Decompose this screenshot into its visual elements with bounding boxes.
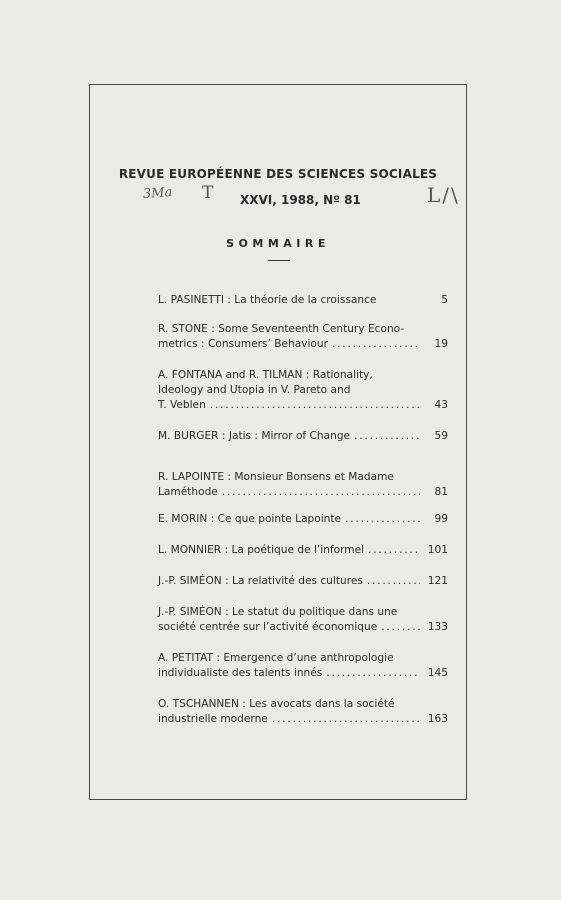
toc-entry-text: O. TSCHANNEN : Les avocats dans la société bbox=[158, 698, 395, 710]
toc-page-number: 145 bbox=[427, 667, 448, 679]
toc-entry-line bbox=[158, 651, 420, 666]
toc-page-number: 59 bbox=[434, 430, 448, 442]
toc-page-number: 99 bbox=[434, 513, 448, 525]
toc-entry-line bbox=[158, 337, 420, 352]
handwritten-note: T bbox=[202, 183, 214, 203]
toc-entry-text: A. FONTANA and R. TILMAN : Rationality, bbox=[158, 369, 373, 381]
toc-entry bbox=[158, 322, 420, 352]
page-frame bbox=[89, 84, 467, 800]
toc-page-number: 133 bbox=[427, 621, 448, 633]
dot-leader bbox=[341, 512, 420, 527]
dot-leader bbox=[364, 543, 420, 558]
handwritten-note: 3Ma bbox=[142, 184, 173, 203]
toc-entry-text: J.-P. SIMÉON : Le statut du politique dans une bbox=[158, 606, 398, 618]
toc-entry bbox=[158, 697, 420, 727]
toc-entry-text: E. MORIN : Ce que pointe Lapointe bbox=[158, 513, 342, 525]
title-rule bbox=[268, 260, 290, 261]
toc-entry bbox=[158, 429, 420, 444]
issue-info: XXVI, 1988, Nº 81 bbox=[240, 193, 361, 207]
dot-leader bbox=[322, 666, 420, 681]
toc-entry-text: Ideology and Utopia in V. Pareto and bbox=[158, 384, 351, 396]
toc-entry-text: metrics : Consumers’ Behaviour bbox=[158, 338, 328, 350]
toc-entry-line bbox=[158, 368, 420, 383]
toc-page-number: 19 bbox=[434, 338, 448, 350]
toc-entry-line bbox=[158, 697, 420, 712]
toc-page-number: 101 bbox=[427, 544, 448, 556]
toc-entry bbox=[158, 651, 420, 681]
toc-entry-line bbox=[158, 543, 420, 558]
dot-leader bbox=[218, 485, 420, 500]
toc-entry-line bbox=[158, 429, 420, 444]
toc-entry-text: A. PETITAT : Emergence d’une anthropologie bbox=[158, 652, 394, 664]
toc-entry-line bbox=[158, 485, 420, 500]
toc-entry-line bbox=[158, 398, 420, 413]
toc-entry-line bbox=[158, 512, 420, 527]
toc-entry-line bbox=[158, 574, 420, 589]
dot-leader bbox=[328, 337, 420, 352]
dot-leader bbox=[206, 398, 420, 413]
toc-entry-text: R. LAPOINTE : Monsieur Bonsens et Madame bbox=[158, 471, 394, 483]
toc-entry-line bbox=[158, 470, 420, 485]
toc-entry bbox=[158, 605, 420, 635]
toc-entry-line bbox=[158, 666, 420, 681]
dot-leader bbox=[377, 620, 420, 635]
dot-leader bbox=[268, 712, 420, 727]
toc-page-number: 121 bbox=[427, 575, 448, 587]
toc-entry-line bbox=[158, 605, 420, 620]
toc-entry-line bbox=[158, 293, 420, 308]
journal-title: REVUE EUROPÉENNE DES SCIENCES SOCIALES bbox=[118, 167, 438, 181]
handwritten-note: L/\ bbox=[427, 183, 460, 207]
toc-entry-text: société centrée sur l’activité économique bbox=[158, 621, 378, 633]
toc-entry bbox=[158, 470, 420, 500]
toc-entry-line bbox=[158, 383, 420, 398]
toc-entry-line bbox=[158, 712, 420, 727]
toc-entry-text: R. STONE : Some Seventeenth Century Econo- bbox=[158, 323, 405, 335]
toc-entry-text: industrielle moderne bbox=[158, 713, 268, 725]
toc-page-number: 163 bbox=[427, 713, 448, 725]
toc-page-number: 81 bbox=[434, 486, 448, 498]
toc-entry-text: T. Veblen bbox=[158, 399, 206, 411]
toc-entry-text: M. BURGER : Jatis : Mirror of Change bbox=[158, 430, 351, 442]
toc-page-number: 43 bbox=[434, 399, 448, 411]
toc-entry-text: individualiste des talents innés bbox=[158, 667, 323, 679]
dot-leader bbox=[350, 429, 420, 444]
dot-leader bbox=[363, 574, 420, 589]
toc-entry-text: L. MONNIER : La poétique de l’informel bbox=[158, 544, 365, 556]
toc-entry-text: J.-P. SIMÉON : La relativité des cultures bbox=[158, 575, 363, 587]
toc-entry bbox=[158, 512, 420, 527]
toc-entry-line bbox=[158, 620, 420, 635]
toc-entry-text: Laméthode bbox=[158, 486, 218, 498]
toc-entry bbox=[158, 543, 420, 558]
toc-entry bbox=[158, 293, 420, 308]
toc-entry bbox=[158, 574, 420, 589]
section-title: SOMMAIRE bbox=[226, 237, 330, 250]
toc-entry-line bbox=[158, 322, 420, 337]
toc-page-number: 5 bbox=[441, 294, 448, 306]
toc-entry bbox=[158, 368, 420, 413]
toc-entry-text: L. PASINETTI : La théorie de la croissance bbox=[158, 294, 377, 306]
